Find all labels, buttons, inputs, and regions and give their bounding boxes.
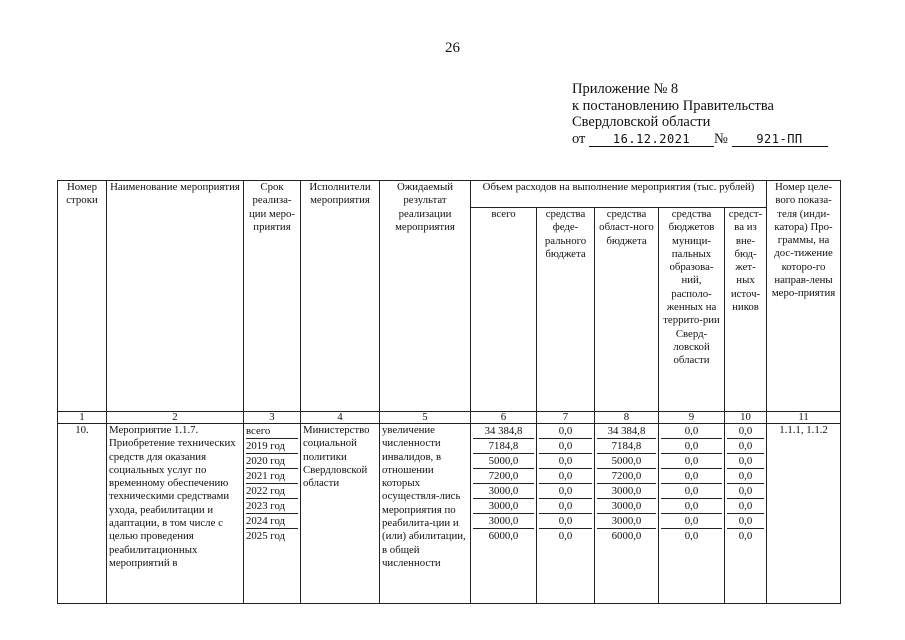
header-row-number: Номер строки — [58, 181, 107, 412]
federal-value: 0,0 — [558, 530, 573, 542]
municipal-values — [659, 424, 725, 604]
appendix-line-3: Свердловской области — [572, 114, 711, 130]
column-number: 2 — [107, 412, 244, 424]
column-number: 7 — [537, 412, 595, 424]
executor: Министерство социальной политики Свердловской области — [301, 424, 380, 604]
total-value: 3000,0 — [473, 484, 534, 499]
federal-values — [537, 424, 595, 604]
regional-value: 6000,0 — [611, 530, 642, 542]
municipal-value: 0,0 — [684, 530, 699, 542]
federal-value: 0,0 — [539, 439, 592, 454]
column-number: 11 — [767, 412, 841, 424]
appendix-title: Приложение № 8 — [572, 81, 679, 97]
resolution-number: 921-ПП — [732, 132, 828, 147]
extra-budgetary-value: 0,0 — [727, 499, 764, 514]
regional-value: 7200,0 — [597, 469, 656, 484]
total-value: 3000,0 — [473, 499, 534, 514]
total-value: 34 384,8 — [473, 424, 534, 439]
measures-table — [57, 180, 841, 604]
regional-value: 3000,0 — [597, 514, 656, 529]
row-number: 10. — [58, 424, 107, 604]
appendix-date-line — [572, 131, 828, 148]
period: 2025 год — [246, 530, 286, 542]
appendix-line-2: к постановлению Правительства — [572, 97, 774, 114]
extra-budgetary-values — [725, 424, 767, 604]
period: 2021 год — [246, 469, 298, 484]
column-number: 5 — [380, 412, 471, 424]
period: 2019 год — [246, 439, 298, 454]
column-number: 9 — [659, 412, 725, 424]
regional-values — [595, 424, 659, 604]
appendix-block — [572, 81, 828, 147]
federal-value: 0,0 — [539, 424, 592, 439]
municipal-value: 0,0 — [661, 514, 722, 529]
header-total: всего — [471, 208, 537, 412]
regional-value: 5000,0 — [597, 454, 656, 469]
header-extra-budgetary: средст-ва из вне-бюд-жет-ных источ-ников — [725, 208, 767, 412]
column-number: 3 — [244, 412, 301, 424]
header-regional: средства област-ного бюджета — [595, 208, 659, 412]
regional-value: 3000,0 — [597, 484, 656, 499]
column-number: 6 — [471, 412, 537, 424]
column-number: 8 — [595, 412, 659, 424]
regional-value: 34 384,8 — [597, 424, 656, 439]
federal-value: 0,0 — [539, 469, 592, 484]
extra-budgetary-value: 0,0 — [738, 530, 753, 542]
municipal-value: 0,0 — [661, 454, 722, 469]
expected-result: увеличение численности инвалидов, в отношении которых осуществля-лись мероприятия по реабилита-ции и (или) абилитации, в общей численности — [380, 424, 471, 604]
total-value: 7200,0 — [473, 469, 534, 484]
header-expense-volume: Объем расходов на выполнение мероприятия (тыс. рублей) — [471, 181, 767, 208]
extra-budgetary-value: 0,0 — [727, 454, 764, 469]
header-expected-result: Ожидаемый результат реализации мероприятия — [380, 181, 471, 412]
extra-budgetary-value: 0,0 — [727, 439, 764, 454]
header-federal: средства феде-рального бюджета — [537, 208, 595, 412]
federal-value: 0,0 — [539, 514, 592, 529]
federal-value: 0,0 — [539, 499, 592, 514]
column-number: 10 — [725, 412, 767, 424]
header-indicator: Номер целе-вого показа-теля (инди-катора) Про-граммы, на дос-тижение которо-го направ-лены меро-приятия — [767, 181, 841, 412]
header-executors: Исполнители мероприятия — [301, 181, 380, 412]
municipal-value: 0,0 — [661, 439, 722, 454]
total-value: 5000,0 — [473, 454, 534, 469]
indicator-numbers: 1.1.1, 1.1.2 — [767, 424, 841, 604]
extra-budgetary-value: 0,0 — [727, 484, 764, 499]
measure-name: Мероприятие 1.1.7. Приобретение технических средств для оказания социальных услуг по временному обеспечению техническими средствами ухода, реабилитации и адаптации, в том числе с целью проведения реабилитационных мероприятий в — [107, 424, 244, 604]
period: 2020 год — [246, 454, 298, 469]
total-value: 6000,0 — [488, 530, 519, 542]
municipal-value: 0,0 — [661, 484, 722, 499]
period: 2023 год — [246, 499, 298, 514]
total-values — [471, 424, 537, 604]
page-number: 26 — [445, 40, 460, 56]
extra-budgetary-value: 0,0 — [727, 424, 764, 439]
resolution-date: 16.12.2021 — [589, 132, 714, 147]
period: 2024 год — [246, 514, 298, 529]
total-value: 3000,0 — [473, 514, 534, 529]
regional-value: 3000,0 — [597, 499, 656, 514]
total-value: 7184,8 — [473, 439, 534, 454]
period: 2022 год — [246, 484, 298, 499]
column-number: 4 — [301, 412, 380, 424]
column-number: 1 — [58, 412, 107, 424]
municipal-value: 0,0 — [661, 424, 722, 439]
from-label: от — [572, 130, 586, 147]
regional-value: 7184,8 — [597, 439, 656, 454]
number-label: № — [714, 130, 728, 147]
municipal-value: 0,0 — [661, 469, 722, 484]
municipal-value: 0,0 — [661, 499, 722, 514]
extra-budgetary-value: 0,0 — [727, 514, 764, 529]
federal-value: 0,0 — [539, 484, 592, 499]
periods-cell — [244, 424, 301, 604]
extra-budgetary-value: 0,0 — [727, 469, 764, 484]
table-row — [58, 424, 841, 604]
period: всего — [246, 424, 298, 439]
header-term: Срок реализа-ции меро-приятия — [244, 181, 301, 412]
column-numbers-row — [58, 412, 841, 424]
header-name: Наименование мероприятия — [107, 181, 244, 412]
header-municipal: средства бюджетов муници-пальных образова-ний, располо-женных на террито-рии Сверд-ловской области — [659, 208, 725, 412]
federal-value: 0,0 — [539, 454, 592, 469]
